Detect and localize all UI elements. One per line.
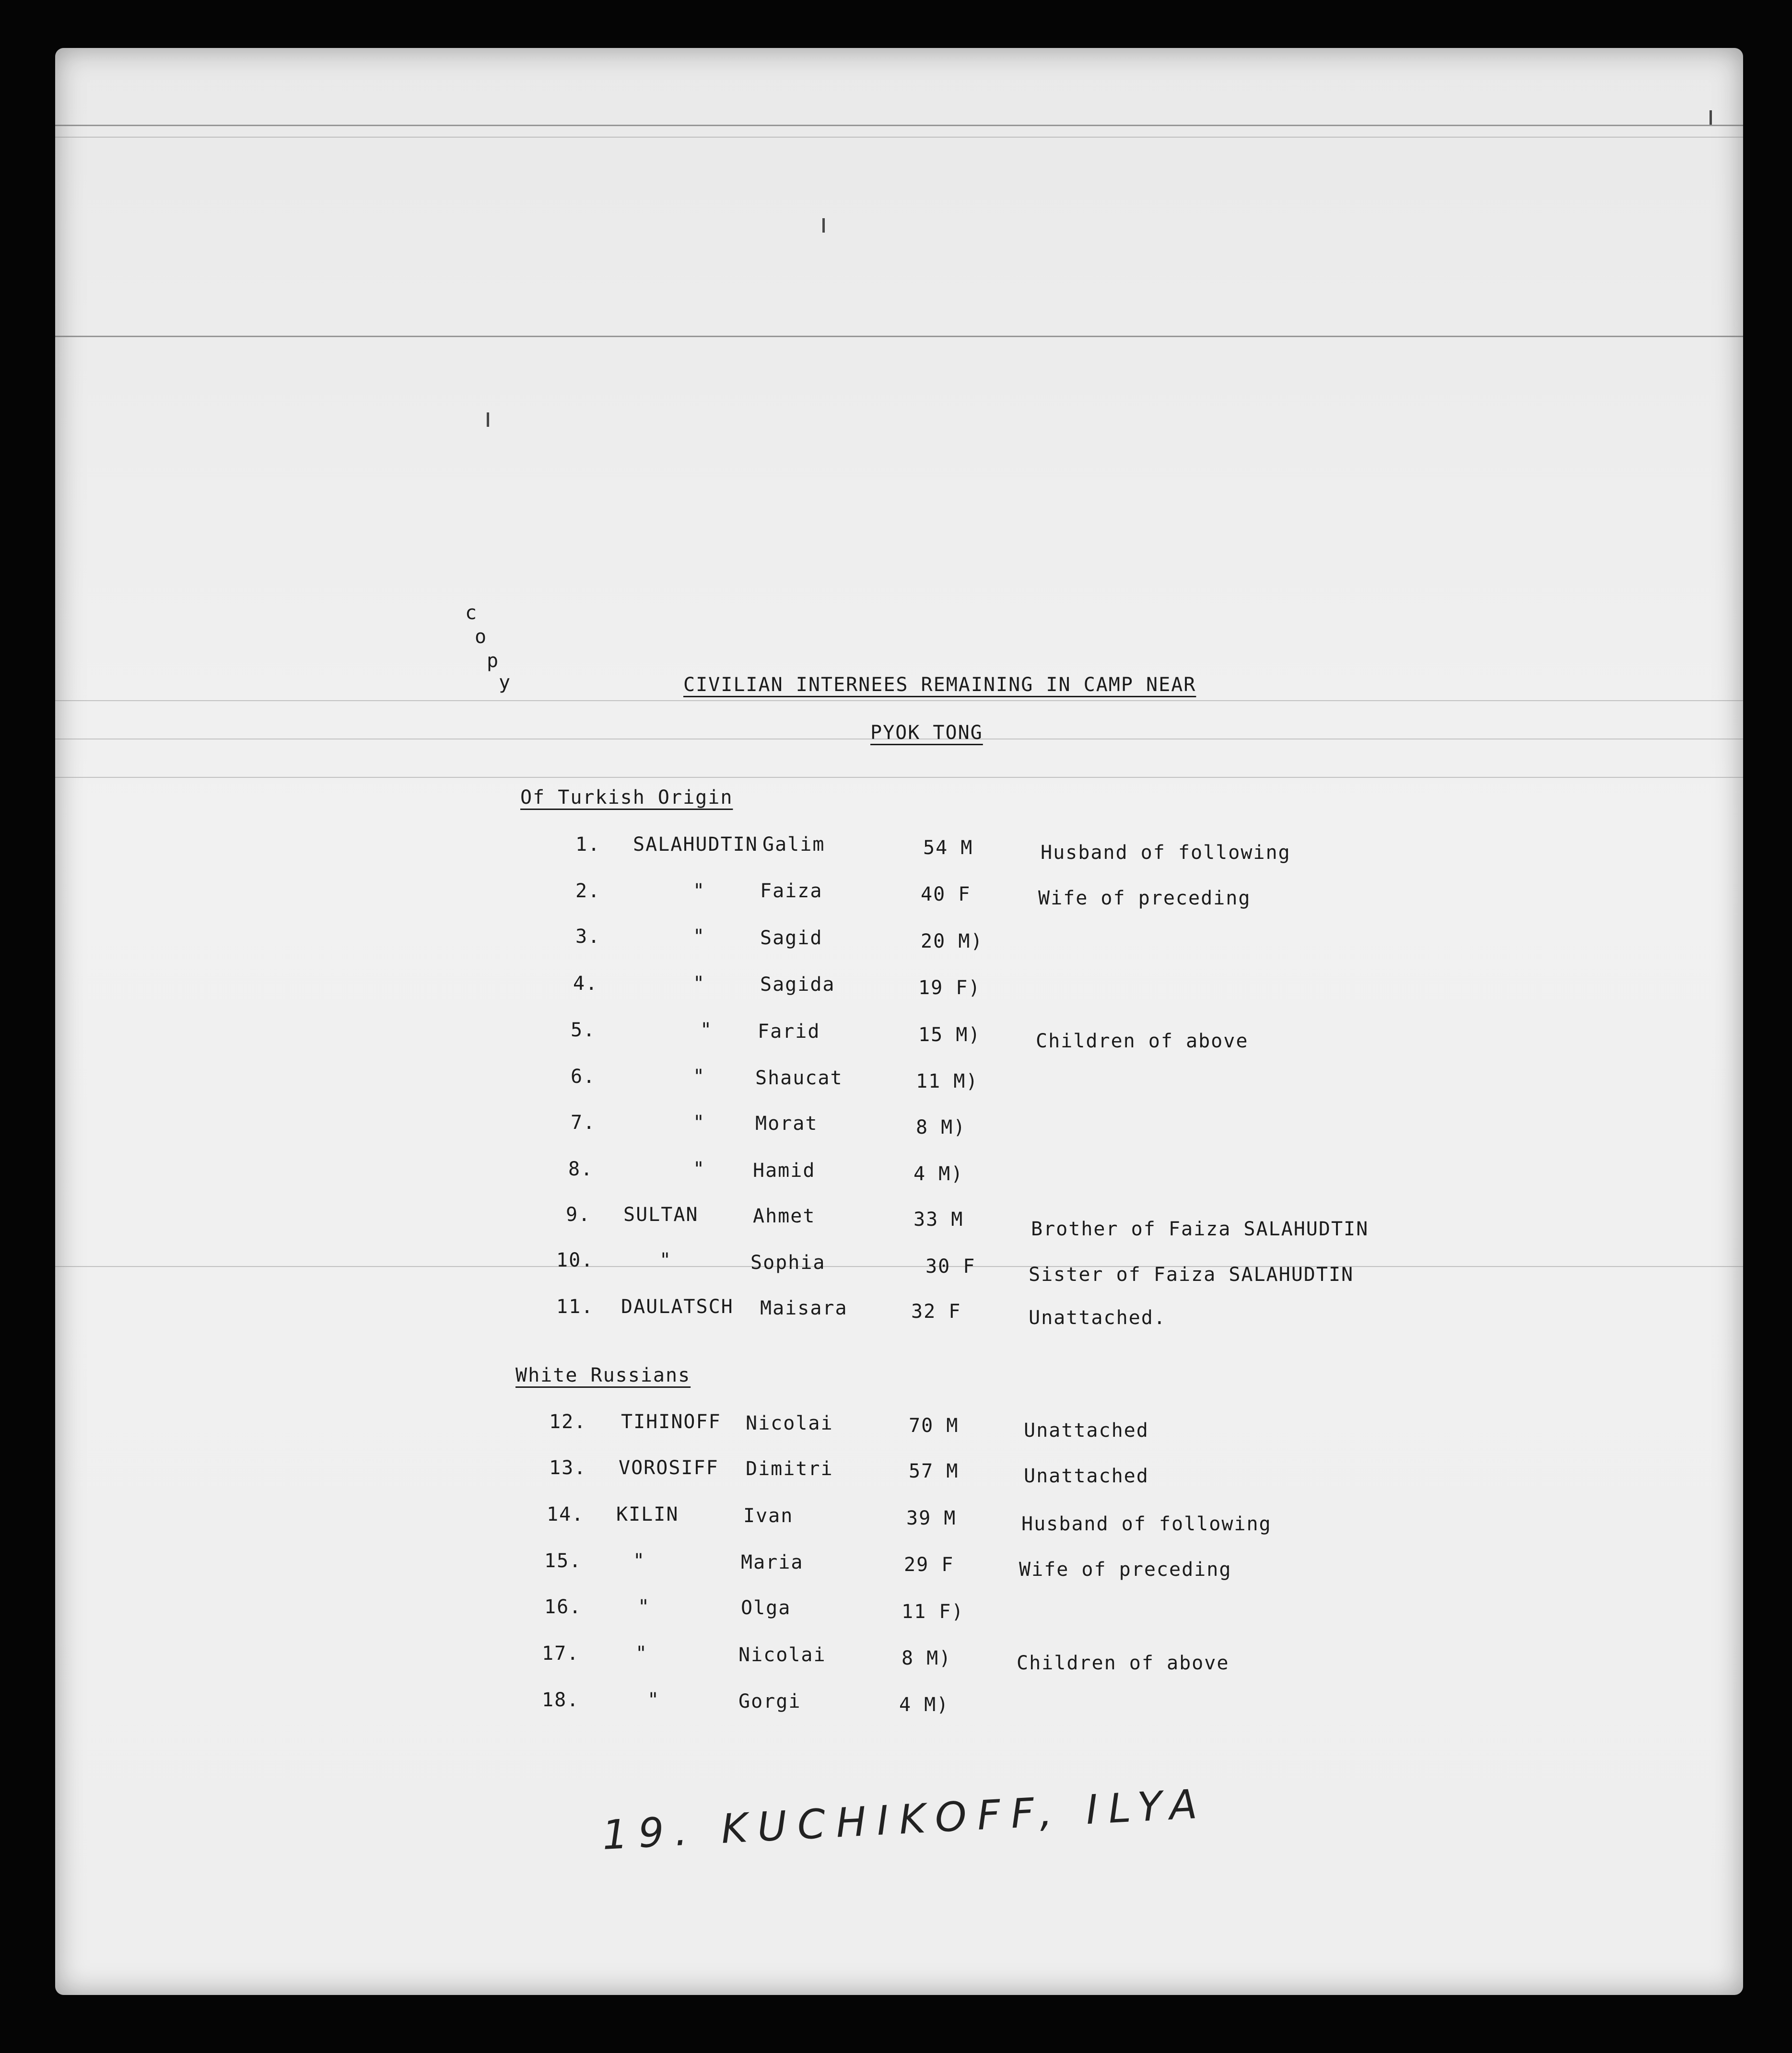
row-surname: " (693, 1066, 706, 1088)
row-surname: TIHINOFF (621, 1411, 721, 1433)
row-note: Wife of preceding (1038, 887, 1251, 909)
row-number: 1. (575, 833, 601, 856)
row-surname: " (659, 1249, 672, 1271)
row-note: Brother of Faiza SALAHUDTIN (1031, 1218, 1369, 1240)
row-age-sex: 20 M) (921, 930, 984, 952)
section-heading-white-russians: White Russians (515, 1364, 691, 1386)
row-age-sex: 54 M (923, 837, 973, 859)
row-age-sex: 4 M) (914, 1163, 964, 1185)
row-surname: " (693, 973, 706, 995)
row-number: 5. (571, 1019, 596, 1041)
scan-line (55, 700, 1743, 701)
row-age-sex: 8 M) (902, 1647, 952, 1669)
row-surname: " (633, 1550, 646, 1572)
row-surname: " (638, 1596, 651, 1618)
copy-stamp-o: o (475, 626, 487, 648)
row-age-sex: 39 M (906, 1507, 957, 1529)
row-note: Husband of following (1021, 1513, 1272, 1535)
row-given-name: Olga (741, 1597, 791, 1619)
row-given-name: Farid (758, 1021, 820, 1043)
row-number: 17. (542, 1642, 580, 1665)
row-number: 7. (571, 1112, 596, 1134)
row-number: 14. (547, 1503, 585, 1525)
row-number: 6. (571, 1066, 596, 1088)
row-note: Sister of Faiza SALAHUDTIN (1029, 1264, 1354, 1286)
row-age-sex: 57 M (909, 1460, 959, 1482)
scan-mark (1710, 110, 1712, 125)
row-given-name: Morat (755, 1113, 818, 1135)
scanned-page (55, 48, 1743, 1995)
row-number: 4. (573, 973, 598, 995)
row-surname: SULTAN (623, 1204, 699, 1226)
row-given-name: Hamid (753, 1160, 816, 1182)
row-number: 8. (568, 1158, 594, 1180)
scan-line (55, 1266, 1743, 1267)
row-note: Wife of preceding (1019, 1559, 1232, 1581)
row-surname: VOROSIFF (619, 1457, 719, 1479)
row-given-name: Dimitri (746, 1458, 833, 1480)
row-given-name: Ahmet (753, 1205, 816, 1227)
row-surname: SALAHUDTIN (633, 833, 758, 856)
row-given-name: Sagid (760, 927, 823, 949)
row-age-sex: 30 F (925, 1255, 976, 1278)
row-surname: " (693, 1158, 706, 1180)
row-given-name: Nicolai (746, 1412, 833, 1434)
row-surname: " (693, 880, 706, 902)
document-subtitle: PYOK TONG (870, 722, 983, 744)
row-age-sex: 19 F) (918, 977, 981, 999)
row-given-name: Galim (762, 833, 825, 856)
row-age-sex: 70 M (909, 1415, 959, 1437)
row-number: 18. (542, 1689, 580, 1711)
copy-stamp-y: y (499, 671, 511, 693)
row-given-name: Sophia (750, 1252, 826, 1274)
row-note: Unattached (1024, 1420, 1149, 1442)
row-age-sex: 8 M) (916, 1116, 966, 1138)
row-surname: " (647, 1689, 660, 1711)
row-given-name: Nicolai (738, 1644, 826, 1666)
row-number: 3. (575, 926, 601, 948)
row-surname: " (693, 1112, 706, 1134)
row-age-sex: 11 F) (902, 1601, 964, 1623)
scan-line (55, 137, 1743, 138)
row-age-sex: 40 F (921, 883, 971, 905)
row-given-name: Ivan (743, 1505, 794, 1527)
row-note: Children of above (1017, 1652, 1230, 1674)
row-note: Unattached (1024, 1465, 1149, 1487)
row-number: 9. (566, 1204, 591, 1226)
row-number: 10. (556, 1249, 594, 1271)
row-given-name: Gorgi (738, 1690, 801, 1713)
row-note: Unattached. (1029, 1307, 1166, 1329)
row-surname: DAULATSCH (621, 1296, 734, 1318)
copy-stamp-c: c (465, 602, 477, 624)
document-title: CIVILIAN INTERNEES REMAINING IN CAMP NEAR (683, 674, 1196, 696)
row-surname: " (635, 1642, 648, 1665)
row-surname: KILIN (616, 1503, 679, 1525)
scan-line (55, 336, 1743, 337)
row-given-name: Faiza (760, 880, 823, 902)
scan-line (55, 777, 1743, 778)
row-note: Husband of following (1041, 842, 1291, 864)
copy-stamp-p: p (487, 650, 499, 672)
row-number: 16. (544, 1596, 582, 1618)
row-surname: " (693, 926, 706, 948)
row-age-sex: 32 F (911, 1301, 961, 1323)
scan-mark (487, 412, 489, 427)
row-age-sex: 11 M) (916, 1070, 979, 1092)
row-given-name: Maria (741, 1551, 804, 1573)
row-number: 15. (544, 1550, 582, 1572)
row-given-name: Maisara (760, 1297, 848, 1319)
scan-line (55, 125, 1743, 126)
handwritten-entry: 19. KUCHIKOFF, ILYA (601, 1780, 1209, 1859)
row-number: 11. (556, 1296, 594, 1318)
section-heading-turkish: Of Turkish Origin (520, 786, 733, 809)
row-surname: " (700, 1019, 713, 1041)
row-given-name: Sagida (760, 974, 835, 996)
row-age-sex: 15 M) (918, 1024, 981, 1046)
row-age-sex: 33 M (914, 1208, 964, 1231)
row-given-name: Shaucat (755, 1067, 843, 1089)
row-note: Children of above (1036, 1030, 1249, 1052)
row-number: 13. (549, 1457, 587, 1479)
scan-mark (822, 218, 825, 233)
row-number: 2. (575, 880, 601, 902)
row-age-sex: 4 M) (899, 1694, 949, 1716)
row-number: 12. (549, 1411, 587, 1433)
row-age-sex: 29 F (904, 1554, 954, 1576)
